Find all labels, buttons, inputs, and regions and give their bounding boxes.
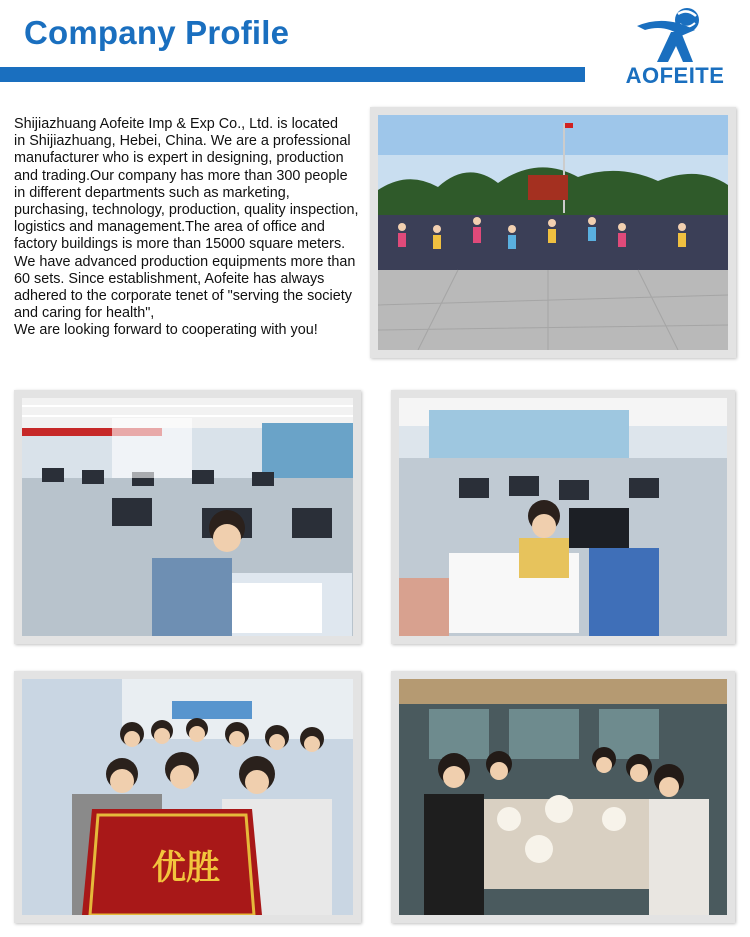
intro-line: in different departments such as marketing,: [14, 184, 290, 201]
intro-line: factory buildings is more than 15000 square meters.: [14, 236, 346, 253]
page-title: Company Profile: [24, 14, 290, 51]
aofeite-logo-icon: [635, 4, 715, 62]
office-photo-left: [14, 390, 361, 644]
intro-line: purchasing, technology, production, quality inspection,: [14, 202, 359, 219]
intro-line: manufacturer who is expert in designing, production: [14, 150, 344, 167]
team-banner-photo: [14, 671, 361, 923]
intro-line: and caring for health",: [14, 305, 155, 322]
intro-line: We are looking forward to cooperating with you!: [14, 322, 318, 339]
intro-line: logistics and management.The area of office and: [14, 219, 325, 236]
intro-line: Shijiazhuang Aofeite Imp & Exp Co., Ltd. is located: [14, 116, 338, 132]
intro-line: in Shijiazhuang, Hebei, China. We are a professional: [14, 133, 351, 150]
title-underline-bar: [0, 67, 585, 82]
team-group-photo: [370, 107, 736, 358]
intro-line: 60 sets. Since establishment, Aofeite has always: [14, 270, 325, 287]
company-logo: [605, 4, 745, 90]
logo-wordmark: AOFEITE: [625, 63, 725, 88]
intro-line: adhered to the corporate tenet of "serving the society: [14, 288, 352, 305]
company-intro-text: [14, 116, 364, 340]
team-dinner-photo: [391, 671, 735, 923]
banner-text: 优胜: [152, 848, 220, 888]
office-photo-right: [391, 390, 735, 644]
intro-line: We have advanced production equipments more than: [14, 253, 356, 270]
intro-line: and trading.Our company has more than 300 people: [14, 167, 348, 184]
